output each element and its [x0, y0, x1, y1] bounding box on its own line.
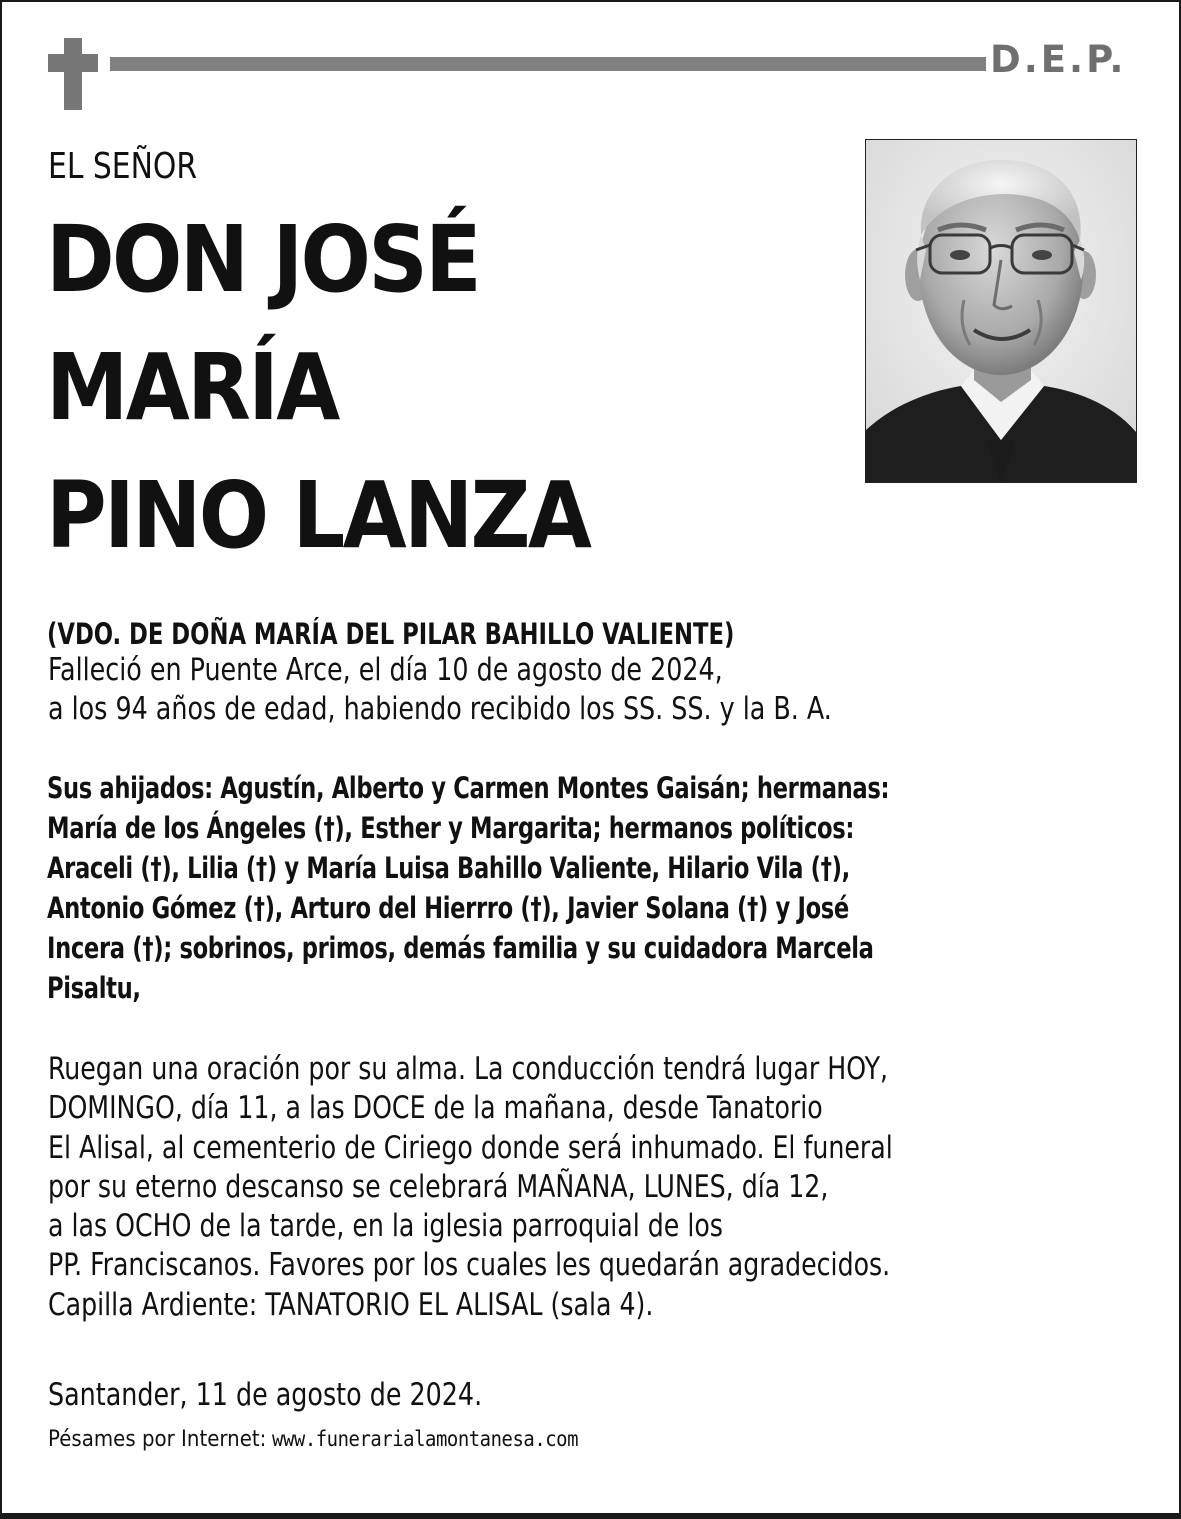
- portrait-photo: [865, 139, 1137, 483]
- deceased-name: [46, 196, 589, 580]
- name-line-1: DON JOSÉ: [46, 206, 480, 313]
- name-line-2: MARÍA: [46, 334, 338, 441]
- ceremony-info: [48, 1050, 1179, 1325]
- ceremony-line-6: PP. Franciscanos. Favores por los cuales les quedarán agradecidos.: [48, 1247, 891, 1284]
- family-line-3: Araceli (†), Lilia (†) y María Luisa Bahillo Valiente, Hilario Vila (†),: [47, 851, 850, 885]
- widow-line: (VDO. DE DOÑA MARÍA DEL PILAR BAHILLO VALIENTE): [47, 617, 735, 651]
- death-line-1: Falleció en Puente Arce, el día 10 de agosto de 2024,: [48, 652, 723, 688]
- ceremony-line-2: DOMINGO, día 11, a las DOCE de la mañana, desde Tanatorio: [48, 1090, 823, 1127]
- cross-vertical-bar: [64, 38, 82, 110]
- death-info: [48, 651, 1085, 729]
- family-line-2: María de los Ángeles (†), Esther y Margarita; hermanos políticos:: [47, 811, 855, 845]
- family-line-4: Antonio Gómez (†), Arturo del Hierrro (†), Javier Solana (†) y José: [47, 891, 849, 925]
- honorific: EL SEÑOR: [48, 146, 198, 187]
- cross-horizontal-bar: [48, 54, 98, 72]
- condolences-web: [48, 1424, 578, 1455]
- ceremony-line-4: por su eterno descanso se celebrará MAÑANA, LUNES, día 12,: [48, 1168, 829, 1205]
- dep-label: D.E.P.: [990, 38, 1127, 81]
- header-rule: [110, 57, 986, 71]
- name-line-3: PINO LANZA: [46, 462, 590, 569]
- death-line-2: a los 94 años de edad, habiendo recibido los SS. SS. y la B. A.: [48, 691, 832, 727]
- condolences-url[interactable]: www.funerarialamontanesa.com: [272, 1427, 579, 1451]
- family-line-6: Pisaltu,: [47, 971, 141, 1005]
- place-date: Santander, 11 de agosto de 2024.: [48, 1377, 483, 1413]
- family-line-5: Incera (†); sobrinos, primos, demás familia y su cuidadora Marcela: [47, 931, 874, 965]
- ceremony-line-7: Capilla Ardiente: TANATORIO EL ALISAL (sala 4).: [48, 1286, 654, 1323]
- ceremony-line-1: Ruegan una oración por su alma. La conducción tendrá lugar HOY,: [48, 1051, 889, 1087]
- ceremony-line-5: a las OCHO de la tarde, en la iglesia parroquial de los: [48, 1208, 723, 1245]
- ceremony-line-3: El Alisal, al cementerio de Ciriego donde será inhumado. El funeral: [48, 1129, 893, 1166]
- family-line-1: Sus ahijados: Agustín, Alberto y Carmen Montes Gaisán; hermanas:: [47, 771, 890, 805]
- condolences-label: Pésames por Internet:: [48, 1427, 267, 1452]
- family-list: [47, 768, 1132, 1008]
